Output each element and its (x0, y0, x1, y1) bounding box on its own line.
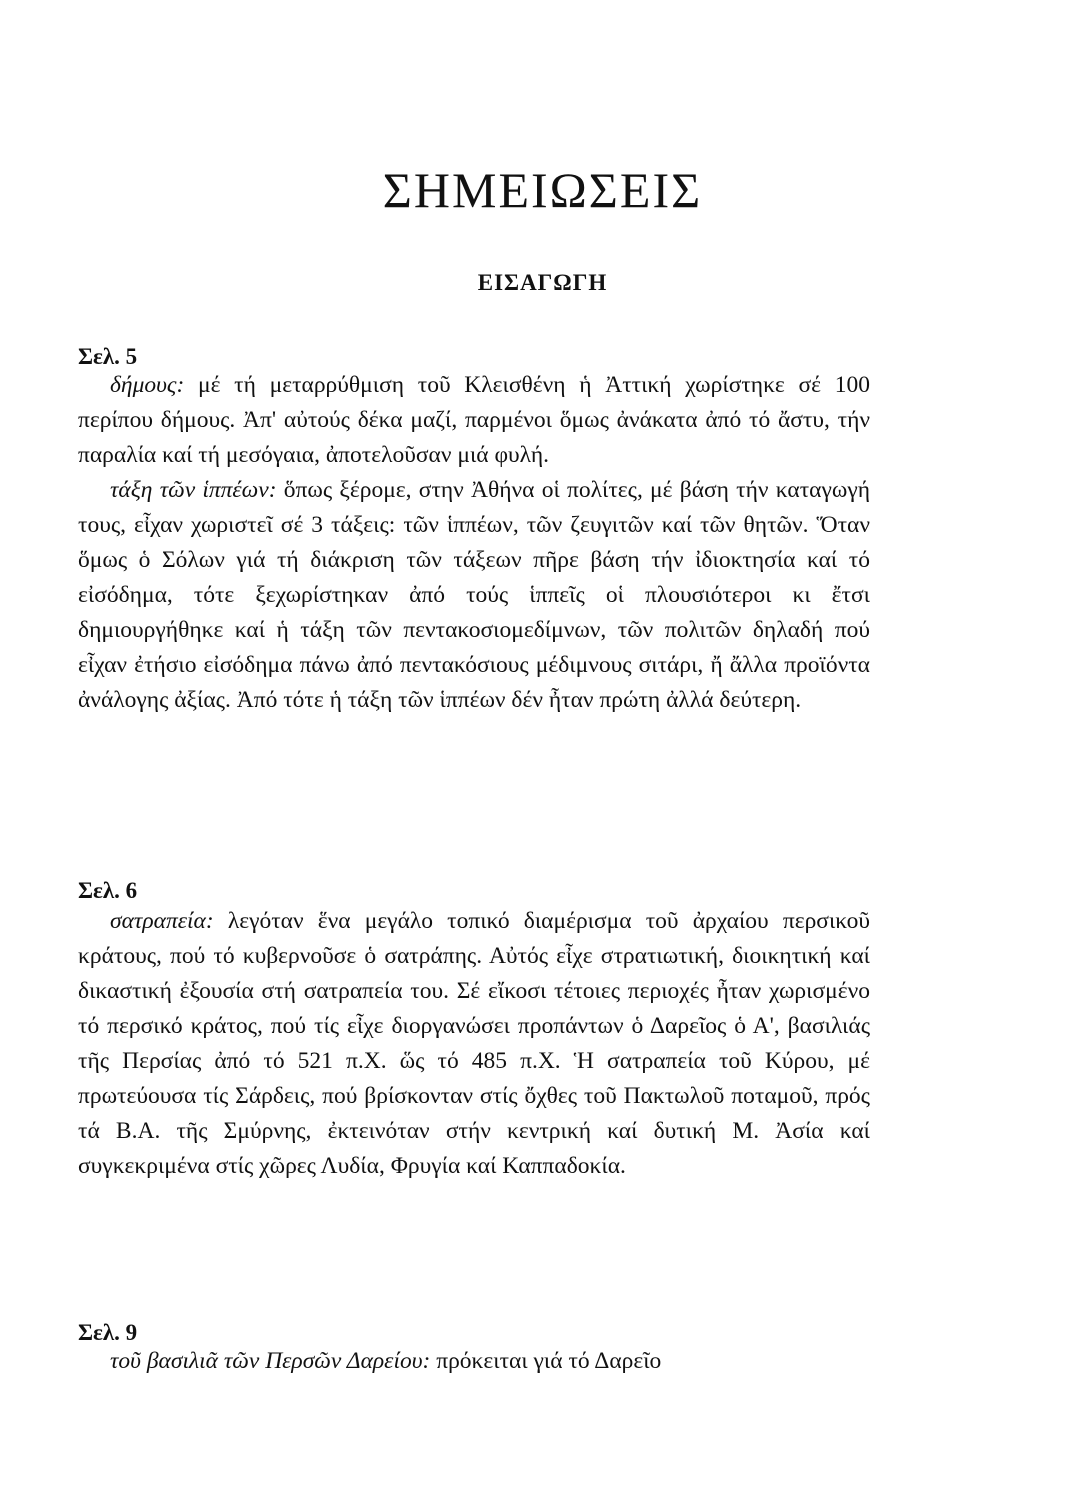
note-heading-page-5: Σελ. 5 (78, 344, 138, 369)
note-body-page-9 (78, 1344, 870, 1379)
note-body-page-5 (78, 368, 870, 718)
note-paragraph-text: λεγόταν ἕνα μεγάλο τοπικό διαμέρισμα τοῦ ἀρχαίου περσικοῦ κράτους, πού τό κυβερνοῦσε ὁ σατράπης. Αὐτός εἶχε στρατιωτική, διοικητική καί δικαστική ἐξουσία στή σατραπεία του. Σέ εἴκοσι τέτοιες περιοχές ἦταν χωρισμένο τό περσικό κράτος, πού τίς εἶχε διοργανώσει προπάντων ὁ Δαρεῖος ὁ Α', βασιλιάς τῆς Περσίας ἀπό τό 521 π.Χ. ὥς τό 485 π.Χ. Ἡ σατραπεία τοῦ Κύρου, μέ πρωτεύουσα τίς Σάρδεις, πού βρίσκονταν στίς ὄχθες τοῦ Πακτωλοῦ ποταμοῦ, πρός τά Β.Α. τῆς Σμύρνης, ἐκτεινόταν στήν κεντρική καί δυτική Μ. Ἀσία καί συγκεκριμένα στίς χῶρες Λυδία, Φρυγία καί Καππαδοκία. (78, 908, 870, 1179)
note-term: τοῦ βασιλιᾶ τῶν Περσῶν Δαρείου: (110, 1348, 431, 1374)
section-title: ΕΙΣΑΓΩΓΗ (477, 270, 608, 295)
note-paragraph-text: πρόκειται γιά τό Δαρεῖο (430, 1348, 662, 1374)
note-term: δήμους: (110, 372, 185, 398)
note-paragraph-text: ὅπως ξέρομε, στην Ἀθήνα οἱ πολίτες, μέ βάση τήν καταγωγή τους, εἶχαν χωριστεῖ σέ 3 τάξεις: τῶν ἱππέων, τῶν ζευγιτῶν καί τῶν θητῶν. Ὅταν ὅμως ὁ Σόλων γιά τή διάκριση τῶν τάξεων πῆρε βάση τήν ἰδιοκτησία καί τό εἰσόδημα, τότε ξεχωρίστηκαν ἀπό τούς ἱππεῖς οἱ πλουσιότεροι κι ἔτσι δημιουργήθηκε καί ἡ τάξη τῶν πεντακοσιομεδίμνων, τῶν πολιτῶν δηλαδή πού εἶχαν ἐτήσιο εἰσόδημα πάνω ἀπό πεντακόσιους μέδιμνους σιτάρι, ἤ ἄλλα προϊόντα ἀνάλογης ἀξίας. Ἀπό τότε ἡ τάξη τῶν ἱππέων δέν ἦταν πρώτη ἀλλά δεύτερη. (78, 477, 870, 713)
note-paragraph (78, 368, 870, 473)
note-paragraph (78, 1344, 870, 1379)
note-paragraph (78, 473, 870, 718)
note-heading-page-6: Σελ. 6 (78, 878, 138, 903)
note-body-page-6 (78, 904, 870, 1184)
page-title: ΣΗΜΕΙΩΣΕΙΣ (382, 162, 703, 218)
note-term: τάξη τῶν ἱππέων: (110, 477, 277, 503)
note-paragraph (78, 904, 870, 1184)
note-heading-page-9: Σελ. 9 (78, 1320, 138, 1345)
note-paragraph-text: μέ τή μεταρρύθμιση τοῦ Κλεισθένη ἡ Ἀττική χωρίστηκε σέ 100 περίπου δήμους. Ἀπ' αὐτούς δέκα μαζί, παρμένοι ὅμως ἀνάκατα ἀπό τό ἄστυ, τήν παραλία καί τή μεσόγαια, ἀποτελοῦσαν μιά φυλή. (78, 372, 870, 468)
note-term: σατραπεία: (110, 908, 214, 934)
